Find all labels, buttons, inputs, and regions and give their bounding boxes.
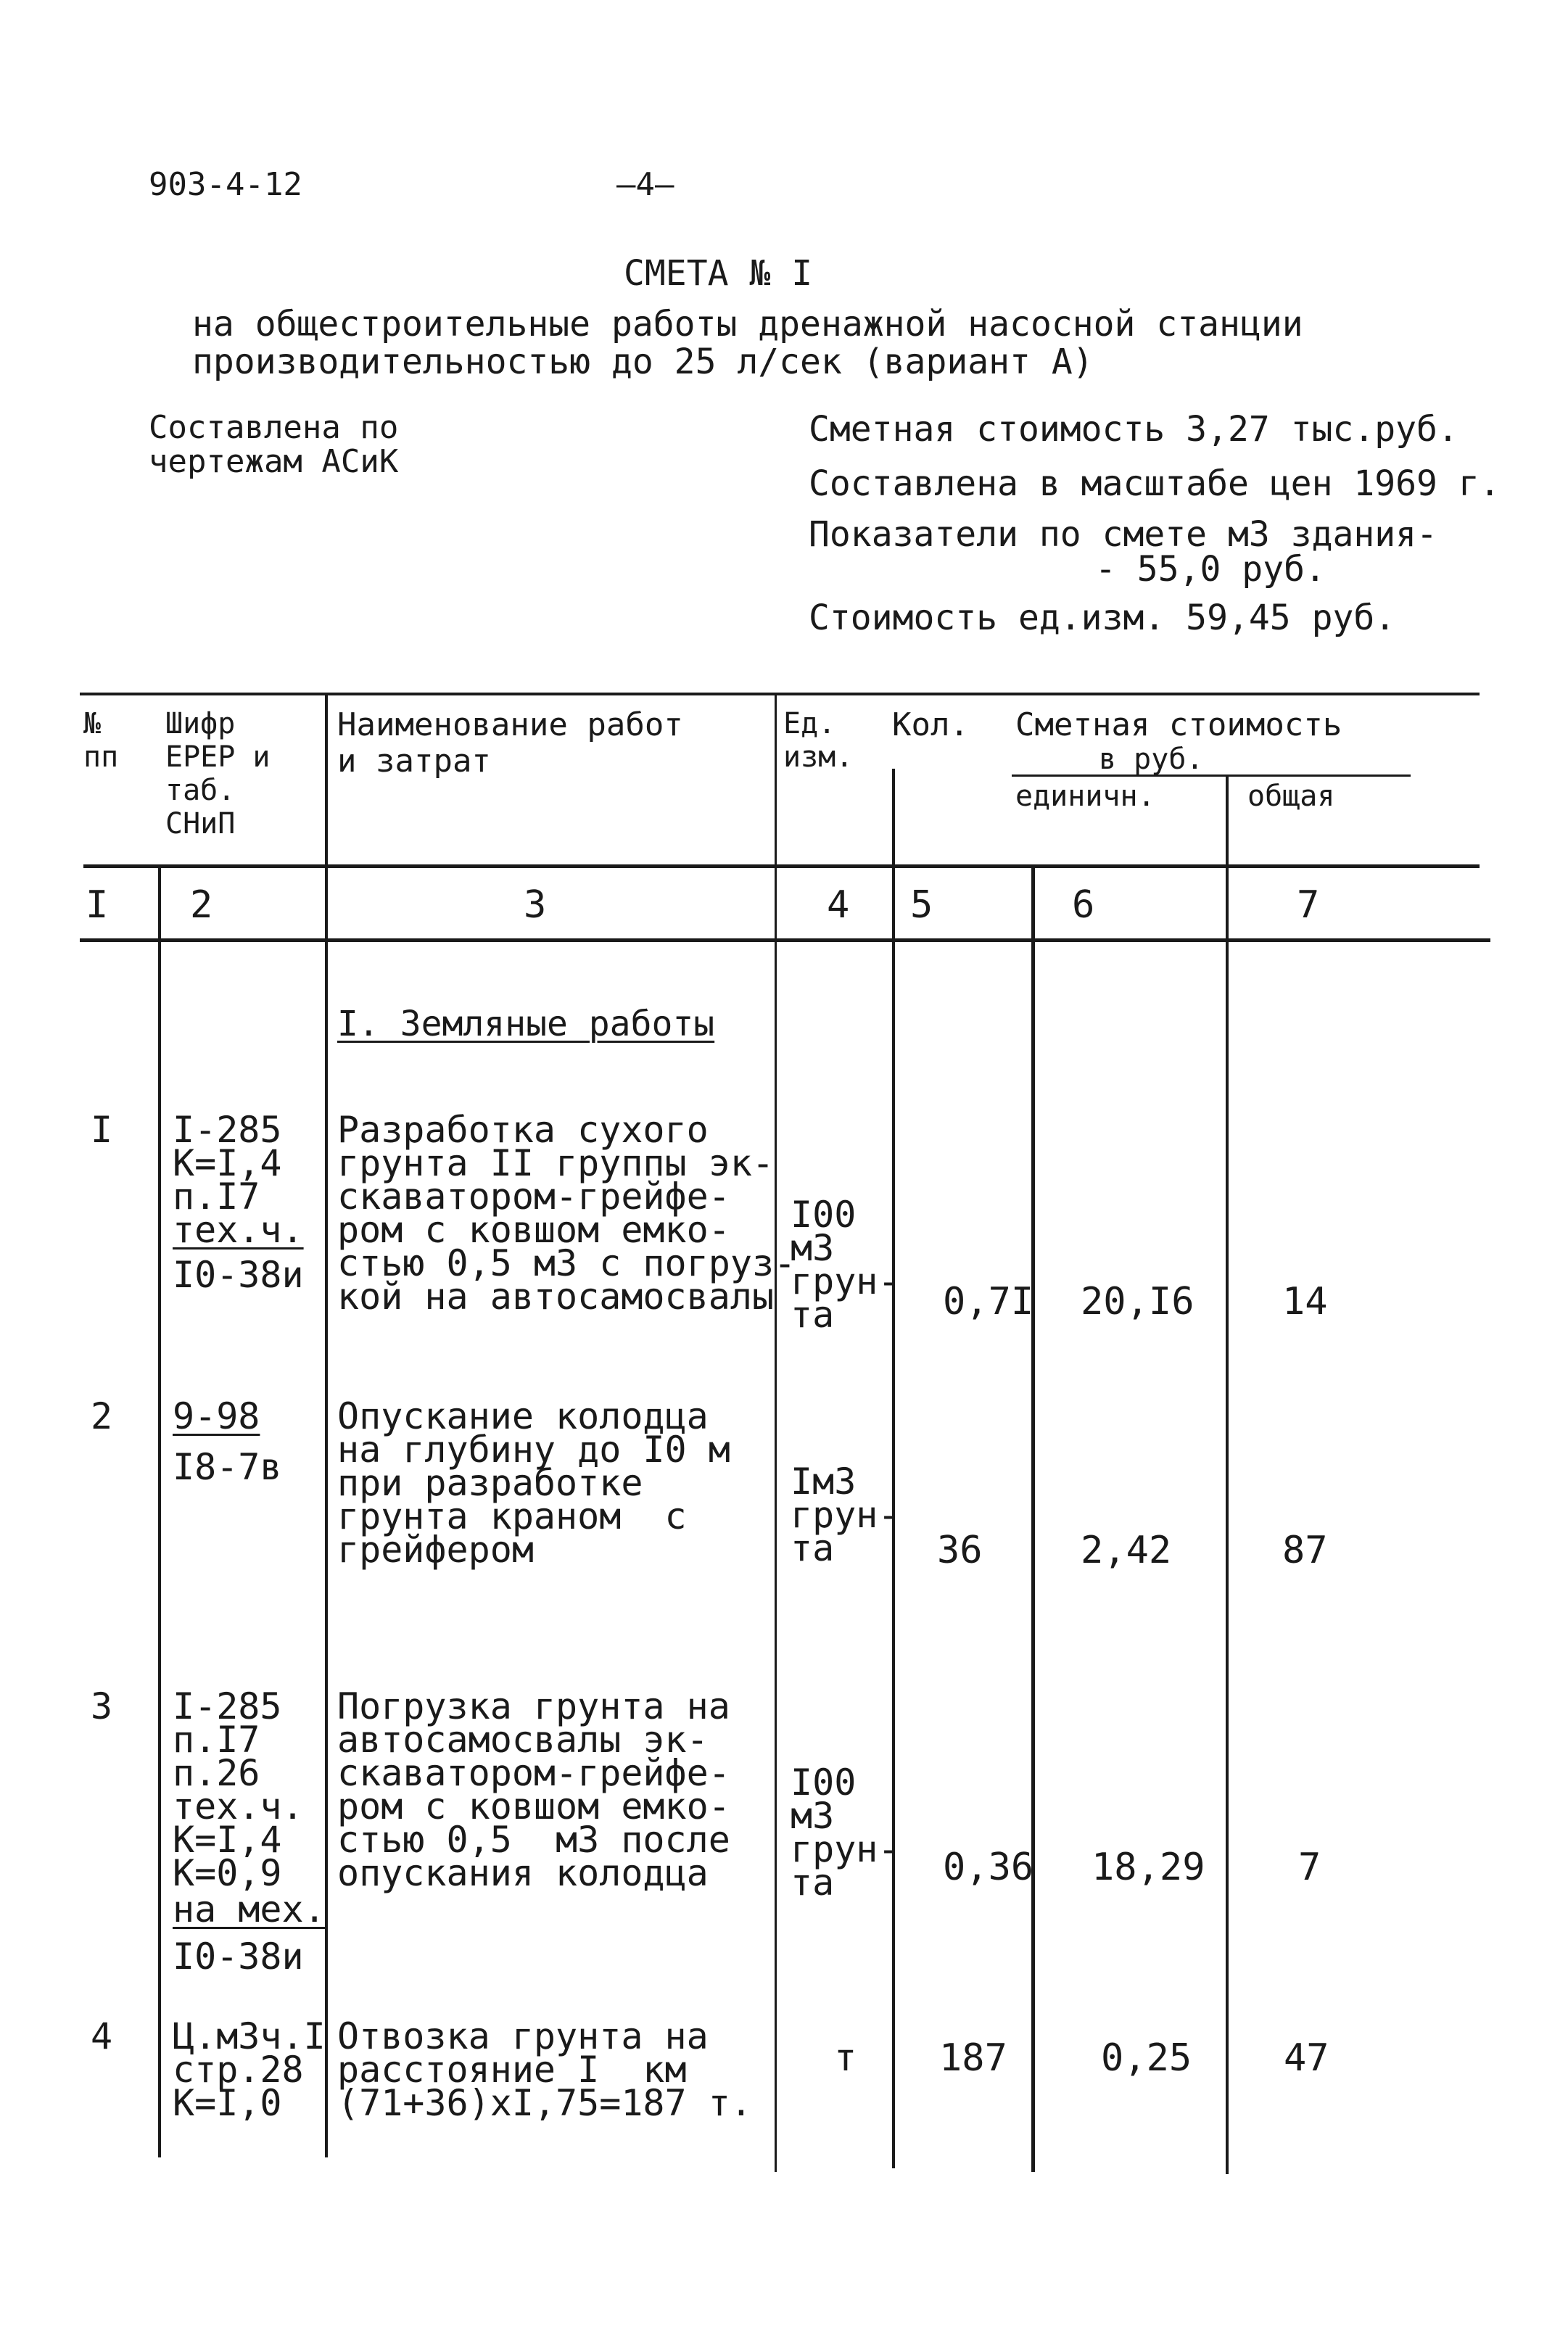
divider-col-3 — [775, 693, 777, 2172]
header-bottom-rule — [83, 864, 1480, 868]
row-quantity: 36 — [937, 1529, 983, 1572]
row-work-name: Опускание колодца на глубину до I0 м при разработке грунта краном с грейфером — [337, 1395, 730, 1571]
row-code: Ц.м3ч.I стр.28 К=I,0 — [173, 2015, 326, 2124]
row-work-name: Погрузка грунта на автосамосвалы эк- скаватором-грейфе- ром с ковшом емко- стью 0,5 м3 после опускания колодца — [337, 1685, 730, 1894]
header-number: № пп — [83, 707, 119, 774]
column-number-6: 6 — [1072, 883, 1095, 927]
row-number: 3 — [91, 1685, 113, 1727]
row-quantity: 0,36 — [943, 1846, 1034, 1889]
compiled-by-line-2: чертежам АСиК — [149, 443, 399, 480]
subtitle-line-2: производительностью до 25 л/сек (вариант А) — [192, 342, 1094, 382]
row-number: 2 — [91, 1395, 113, 1437]
divider-col-5 — [1031, 867, 1035, 2172]
row-code-underlined: на мех. — [173, 1888, 326, 1930]
column-number-4: 4 — [827, 883, 850, 927]
column-number-5: 5 — [910, 883, 933, 927]
row-unit-price: 18,29 — [1092, 1846, 1205, 1889]
header-unit: Ед. изм. — [783, 707, 854, 774]
header-total: общая — [1247, 780, 1335, 813]
row-code: I-285 п.I7 п.26 тех.ч. К=I,4 К=0,9 — [173, 1685, 304, 1894]
column-numbers-bottom-rule — [80, 938, 1490, 942]
row-unit-price: 2,42 — [1081, 1529, 1172, 1572]
subheader-rule — [1012, 774, 1411, 777]
row-work-name: Разработка сухого грунта II группы эк- скаватором-грейфе- ром с ковшом емко- стью 0,5 м3 с погруз- кой на автосамосвалы — [337, 1109, 796, 1318]
unit-cost: Стоимость ед.изм. 59,45 руб. — [809, 598, 1396, 638]
estimated-cost: Сметная стоимость 3,27 тыс.руб. — [809, 409, 1458, 450]
table-top-rule — [80, 693, 1480, 695]
document-code: 903-4-12 — [149, 166, 302, 203]
indicators-line-2: - 55,0 руб. — [1095, 549, 1326, 590]
divider-col-6 — [1226, 774, 1229, 2174]
row-code: I-285 К=I,4 п.I7 — [173, 1109, 282, 1218]
row-quantity: 187 — [939, 2036, 1007, 2080]
page-title: СМЕТА № I — [624, 253, 813, 294]
row-code-table: I8-7в — [173, 1446, 282, 1488]
row-total: 7 — [1298, 1846, 1321, 1889]
header-unit-price: единичн. — [1015, 780, 1155, 813]
divider-col-2 — [325, 693, 328, 2157]
row-code-table: I0-38и — [173, 1936, 304, 1978]
row-unit: Iм3 грун- та — [791, 1461, 900, 1569]
row-number: I — [91, 1109, 113, 1151]
column-number-3: 3 — [524, 883, 547, 927]
column-number-2: 2 — [190, 883, 213, 927]
column-number-7: 7 — [1297, 883, 1320, 927]
column-number-1: I — [86, 883, 109, 927]
header-work-name: Наименование работ и затрат — [337, 706, 683, 780]
row-unit-price: 0,25 — [1101, 2036, 1192, 2080]
price-scale: Составлена в масштабе цен 1969 г. — [809, 463, 1501, 504]
row-unit: I00 м3 грун- та — [791, 1194, 900, 1336]
row-work-name: Отвозка грунта на расстояние I км (71+36)хI,75=187 т. — [337, 2015, 752, 2124]
page-number: –4– — [616, 166, 674, 203]
row-total: 14 — [1282, 1280, 1328, 1323]
header-code: Шифр ЕРЕР и таб. СНиП — [165, 707, 271, 840]
compiled-by-line-1: Составлена по — [149, 409, 399, 446]
row-unit: т — [834, 2036, 857, 2080]
subtitle-line-1: на общестроительные работы дренажной насосной станции — [192, 304, 1303, 344]
row-code-underlined: тех.ч. — [173, 1209, 304, 1251]
row-code-underlined: 9-98 — [173, 1395, 260, 1437]
indicators-line-1: Показатели по смете м3 здания- — [809, 514, 1437, 555]
row-total: 87 — [1282, 1529, 1328, 1572]
header-quantity: Кол. — [892, 706, 969, 743]
row-number: 4 — [91, 2015, 113, 2057]
row-code-table: I0-38и — [173, 1254, 304, 1296]
row-quantity: 0,7I — [943, 1280, 1034, 1323]
header-cost-unit: в руб. — [1099, 743, 1204, 776]
divider-col-1 — [158, 867, 161, 2157]
row-unit-price: 20,I6 — [1081, 1280, 1194, 1323]
row-unit: I00 м3 грун- та — [791, 1761, 900, 1904]
row-total: 47 — [1284, 2036, 1329, 2080]
section-title: I. Земляные работы — [337, 1004, 715, 1044]
header-cost-group: Сметная стоимость — [1015, 706, 1342, 743]
